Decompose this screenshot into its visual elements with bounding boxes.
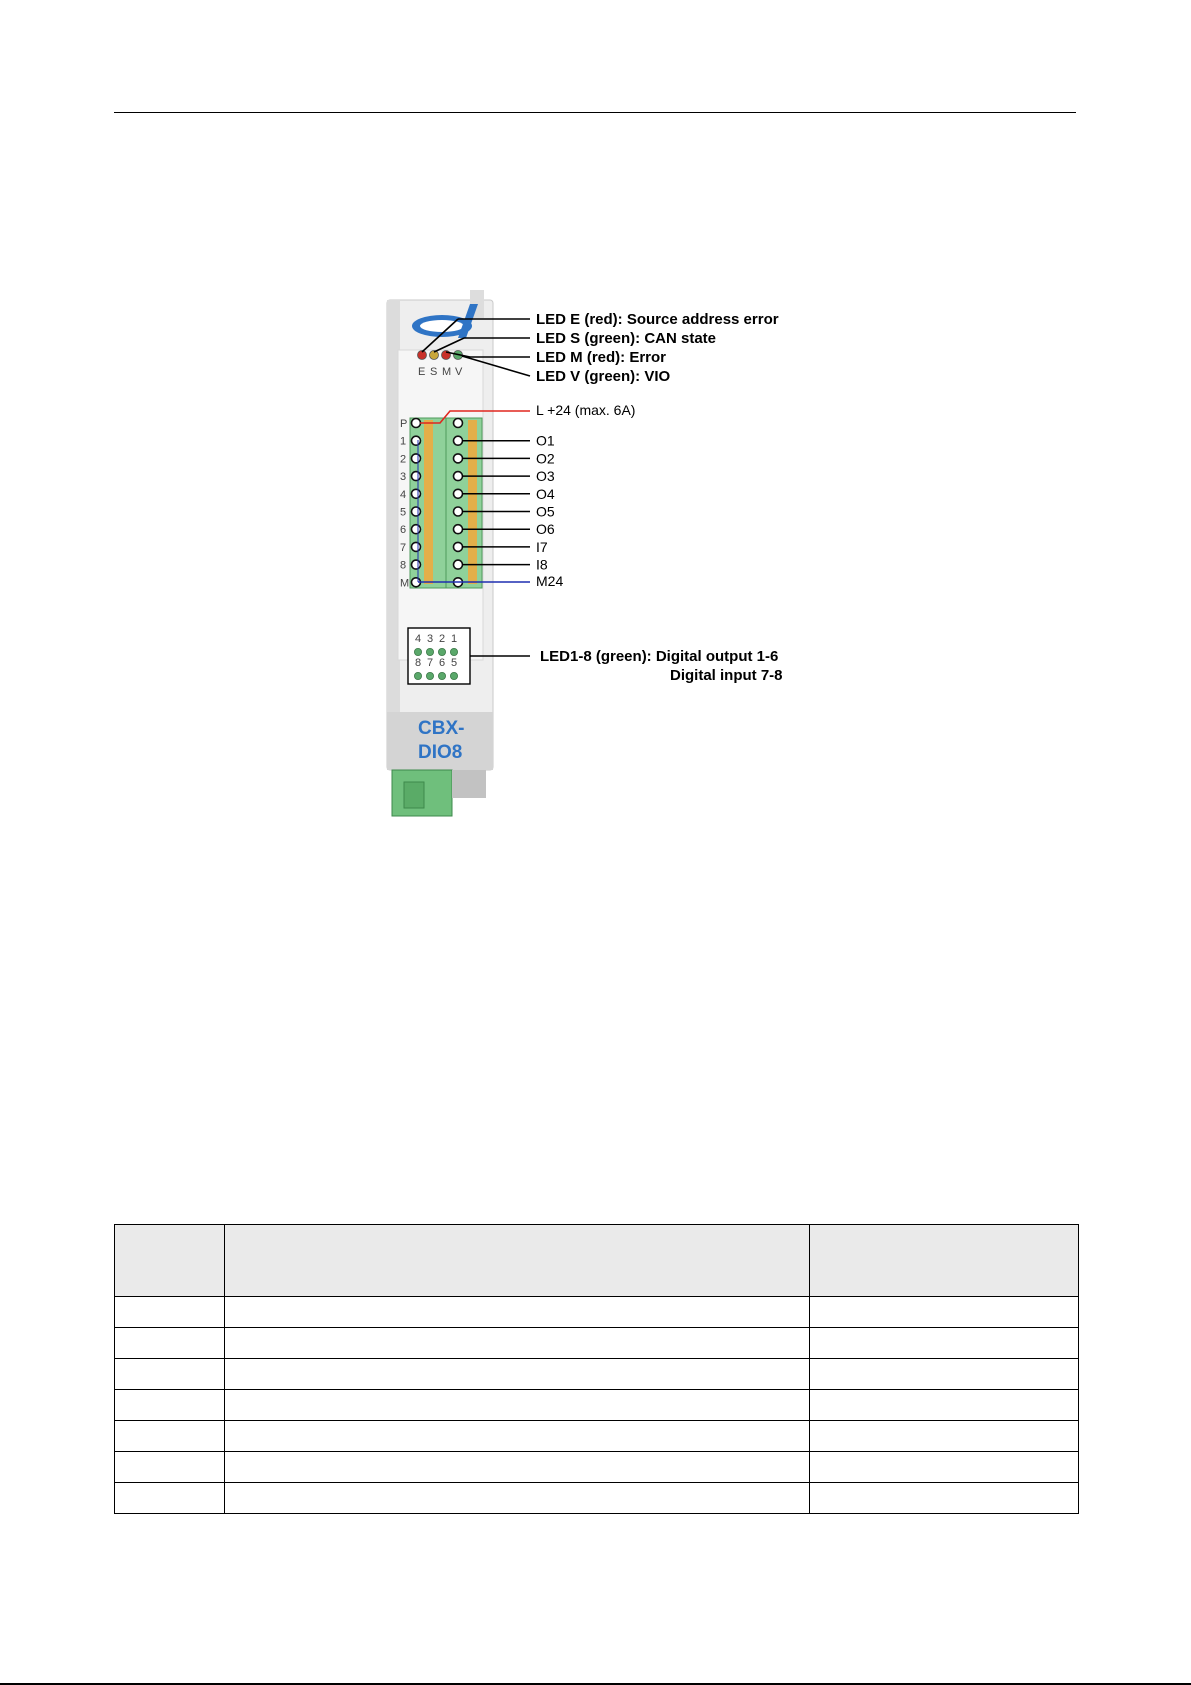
- terminal-block: [410, 418, 482, 588]
- device-figure: [370, 290, 840, 830]
- terminal-hole-right: [454, 507, 463, 516]
- terminal-hole-right: [454, 489, 463, 498]
- terminal-hole-left: [412, 542, 421, 551]
- status-led-number: 1: [451, 633, 458, 645]
- status-led-number: 6: [439, 657, 446, 669]
- table-header-cell: [115, 1225, 225, 1297]
- row-label: 6: [400, 524, 407, 537]
- status-led-icon: [426, 672, 433, 679]
- terminal-hole-left: [412, 472, 421, 481]
- terminal-hole-left: [412, 419, 421, 428]
- table-cell: [225, 1452, 810, 1483]
- status-led-icon: [450, 672, 457, 679]
- terminal-label: O3: [536, 468, 555, 485]
- terminal-hole-left: [412, 489, 421, 498]
- row-label: 1: [400, 435, 407, 448]
- row-label: M: [400, 577, 410, 590]
- status-led-number: 7: [427, 657, 434, 669]
- terminal-hole-left: [412, 507, 421, 516]
- ground-label: M24: [536, 573, 564, 589]
- status-led-number: 4: [415, 633, 422, 645]
- led-letter-e: E: [418, 366, 426, 378]
- callout-led-m: LED M (red): Error: [536, 349, 667, 366]
- table-cell: [225, 1359, 810, 1390]
- row-label: 4: [400, 488, 407, 501]
- terminal-hole-right: [454, 542, 463, 551]
- table-cell: [115, 1390, 225, 1421]
- terminal-hole-right: [454, 560, 463, 569]
- terminal-hole-right: [454, 419, 463, 428]
- terminal-label: I7: [536, 538, 548, 555]
- terminal-label: O1: [536, 432, 555, 449]
- terminal-hole-right: [454, 436, 463, 445]
- status-led-icon: [426, 648, 433, 655]
- terminal-label: O6: [536, 521, 555, 538]
- callout-led-v: LED V (green): VIO: [536, 368, 671, 385]
- table-cell: [115, 1421, 225, 1452]
- terminal-hole-left: [412, 560, 421, 569]
- status-led-icon: [414, 648, 421, 655]
- status-led-icon: [414, 672, 421, 679]
- table-cell: [810, 1328, 1079, 1359]
- callout-led-s: LED S (green): CAN state: [536, 330, 717, 347]
- spec-table: [114, 1224, 1079, 1514]
- table-cell: [225, 1421, 810, 1452]
- power-label: L +24 (max. 6A): [536, 402, 636, 418]
- terminal-label: I8: [536, 556, 548, 573]
- terminal-label: O4: [536, 485, 555, 502]
- table-cell: [115, 1452, 225, 1483]
- led-letter-s: S: [430, 366, 438, 378]
- table-row: [115, 1390, 1079, 1421]
- row-label: 3: [400, 471, 407, 484]
- row-label: 8: [400, 559, 407, 572]
- table-cell: [115, 1483, 225, 1514]
- table-cell: [225, 1390, 810, 1421]
- table-row: [115, 1359, 1079, 1390]
- table-cell: [810, 1452, 1079, 1483]
- status-led-number: 3: [427, 633, 434, 645]
- table-row: [115, 1328, 1079, 1359]
- device-name-line1: CBX-: [418, 718, 465, 739]
- status-led-icon: [450, 648, 457, 655]
- status-led-number: 8: [415, 657, 422, 669]
- row-label: P: [400, 418, 408, 430]
- terminal-hole-right: [454, 472, 463, 481]
- terminal-hole-right: [454, 525, 463, 534]
- terminal-hole-left: [412, 525, 421, 534]
- table-row: [115, 1483, 1079, 1514]
- row-label: 5: [400, 506, 407, 519]
- callout-led-e: LED E (red): Source address error: [536, 311, 779, 328]
- table-cell: [115, 1297, 225, 1328]
- table-cell: [810, 1359, 1079, 1390]
- table-header-row: [115, 1225, 1079, 1297]
- table-cell: [115, 1328, 225, 1359]
- row-label: 7: [400, 541, 407, 554]
- table-header-cell: [225, 1225, 810, 1297]
- table-cell: [115, 1359, 225, 1390]
- led-letter-v: V: [455, 366, 463, 378]
- table-cell: [810, 1421, 1079, 1452]
- table-header-cell: [810, 1225, 1079, 1297]
- status-led-number: 5: [451, 657, 458, 669]
- terminal-hole-right: [454, 454, 463, 463]
- table-cell: [225, 1483, 810, 1514]
- status-led-icon: [438, 672, 445, 679]
- led-letter-m: M: [442, 366, 452, 378]
- table-cell: [810, 1483, 1079, 1514]
- status-led-icon: [438, 648, 445, 655]
- status-led-number: 2: [439, 633, 446, 645]
- header-rule: [114, 112, 1076, 113]
- table-cell: [810, 1297, 1079, 1328]
- table-row: [115, 1421, 1079, 1452]
- table-cell: [810, 1390, 1079, 1421]
- table-row: [115, 1452, 1079, 1483]
- callout-status-leds-2: Digital input 7-8: [670, 667, 783, 684]
- terminal-hole-left: [412, 454, 421, 463]
- terminal-label: O5: [536, 503, 555, 520]
- terminal-label: O2: [536, 450, 555, 467]
- row-label: 2: [400, 453, 407, 466]
- device-diagram: [370, 290, 840, 830]
- table-cell: [225, 1297, 810, 1328]
- terminal-hole-left: [412, 436, 421, 445]
- table-row: [115, 1297, 1079, 1328]
- callout-status-leds: LED1-8 (green): Digital output 1-6: [540, 648, 779, 665]
- table-cell: [225, 1328, 810, 1359]
- device-name-line2: DIO8: [418, 742, 463, 763]
